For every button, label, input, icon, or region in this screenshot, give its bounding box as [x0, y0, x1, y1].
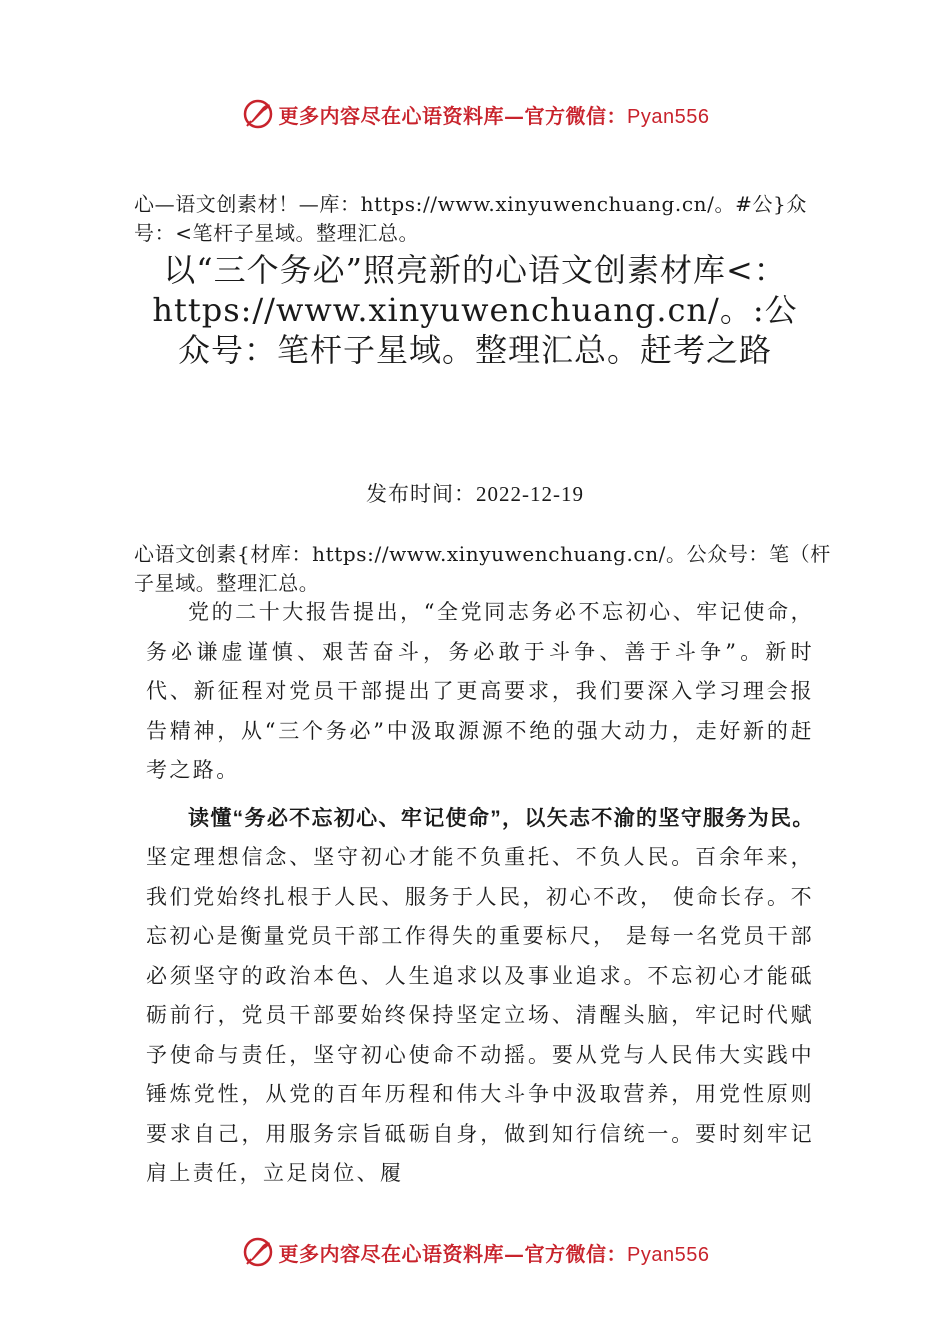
paragraph-section-1 — [146, 799, 814, 1194]
section-body: 坚定理想信念、坚守初心才能不负重托、不负人民。百余年来，我们党始终扎根于人民、服务于人民，初心不改， 使命长存。不忘初心是衡量党员干部工作得失的重要标尺， 是每一名党员干部必须坚守的政治本色、人生追求以及事业追求。不忘初心才能砥砺前行，党员干部要始终保持坚定立场、清醒头脑，牢记时代赋予使命与责任，坚守初心使命不动摇。要从党与人民伟大实践中锤炼党性，从党的百年历程和伟大斗争中汲取营养，用党性原则要求自己，用服务宗旨砥砺自身，做到知行信统一。要时刻牢记肩上责任，立足岗位、履 — [146, 845, 814, 1185]
article-body — [146, 593, 814, 1194]
section-heading: 读懂“务必不忘初心、牢记使命”，以矢志不渝的坚守服务为民。 — [188, 806, 814, 830]
banner-wechat-id: Pyan556 — [627, 1243, 710, 1266]
quill-logo-icon — [241, 97, 275, 131]
banner-text — [279, 1238, 710, 1267]
quill-logo-icon — [241, 1235, 275, 1269]
article-title: 以“三个务必”照亮新的心语文创素材库<：https://www.xinyuwenchuang.cn/。:公众号：笔杆子星域。整理汇总。赶考之路 — [152, 251, 798, 369]
publish-date — [0, 478, 950, 508]
banner-wechat-id: Pyan556 — [627, 105, 710, 128]
paragraph-intro: 党的二十大报告提出，“全党同志务必不忘初心、牢记使命，务必谦虚谨慎、艰苦奋斗，务必敢于斗争、善于斗争”。新时代、新征程对党员干部提出了更高要求，我们要深入学习理会报告精神，从“三个务必”中汲取源源不绝的强大动力，走好新的赶考之路。 — [146, 600, 814, 782]
source-note-mid: 心语文创素{材库：https://www.xinyuwenchuang.cn/。公众号：笔（杆子星域。整理汇总。 — [134, 542, 831, 595]
header-watermark-banner — [0, 94, 950, 134]
banner-text — [279, 100, 710, 129]
publish-date-label: 发布时间： — [366, 482, 476, 506]
footer-watermark-banner — [0, 1232, 950, 1272]
source-note-top: 心—语文创素材！—库：https://www.xinyuwenchuang.cn/。#公}众号：<笔杆子星域。整理汇总。 — [134, 192, 807, 245]
publish-date-value: 2022-12-19 — [476, 482, 584, 506]
banner-text-cn: 更多内容尽在心语资料库—官方微信： — [278, 103, 628, 128]
banner-text-cn: 更多内容尽在心语资料库—官方微信： — [278, 1241, 628, 1266]
